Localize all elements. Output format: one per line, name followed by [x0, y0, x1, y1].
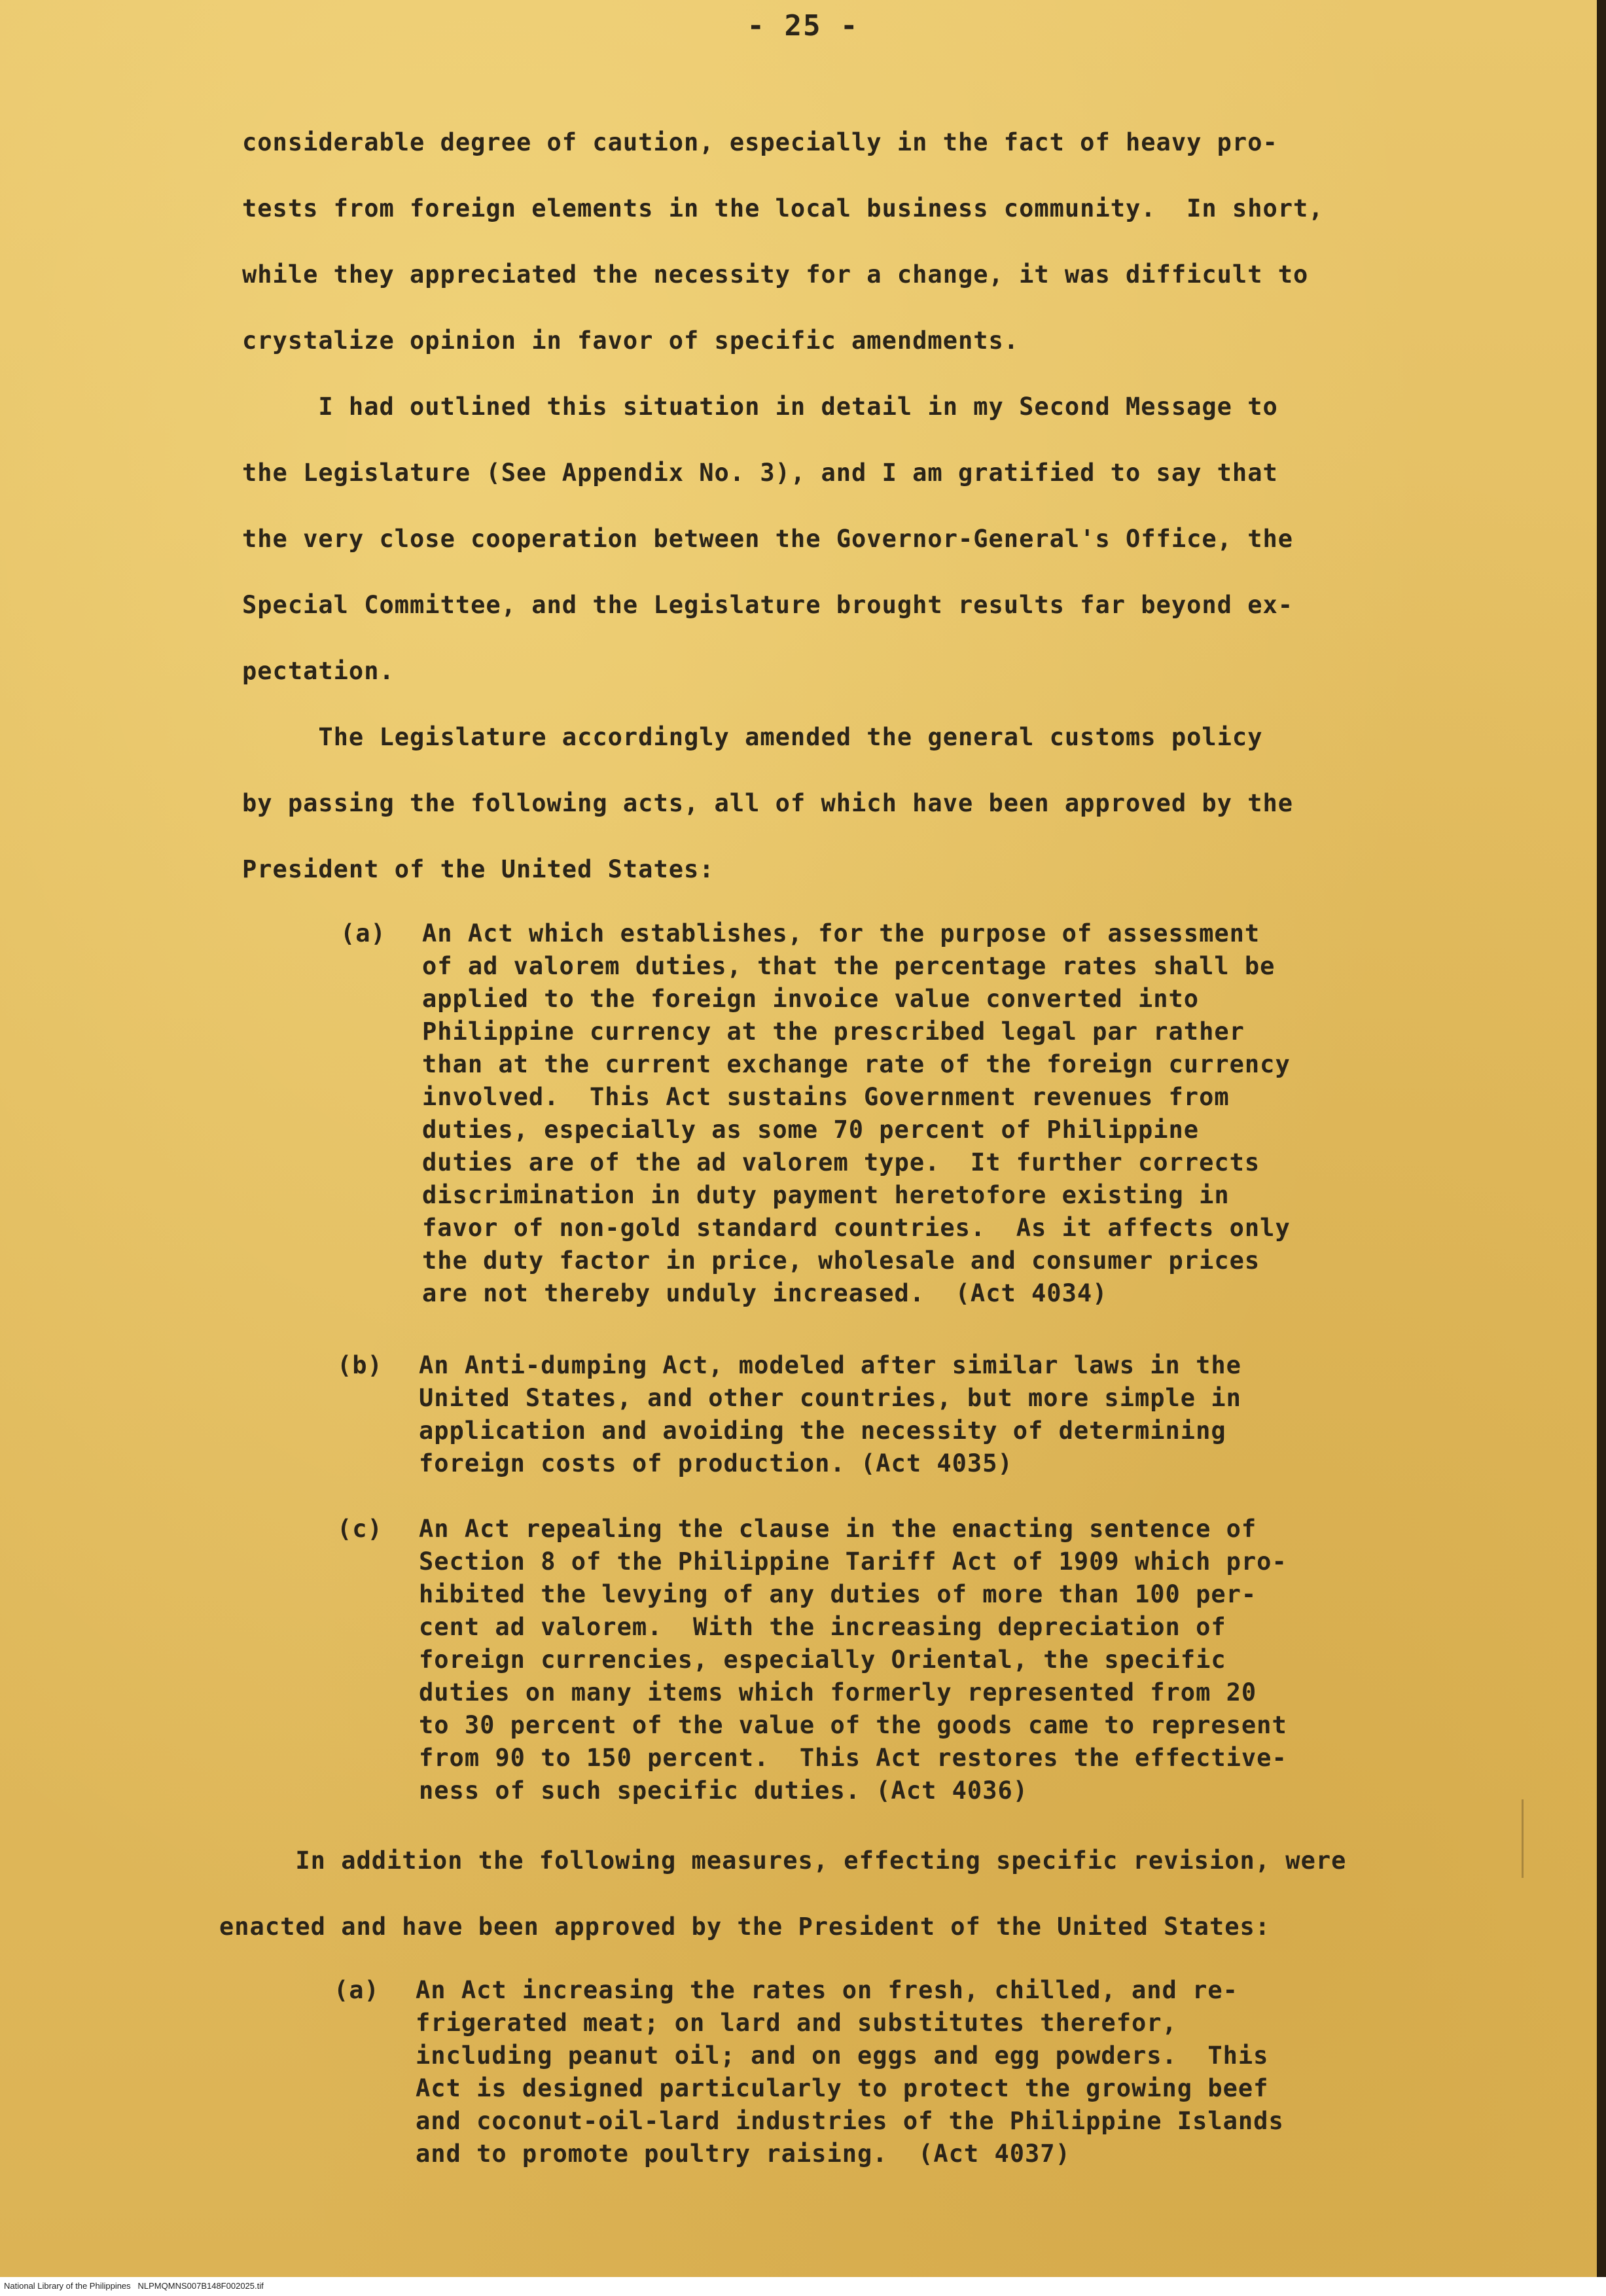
item-line: An Act which establishes, for the purpose of assessment — [422, 919, 1260, 947]
item-line: involved. This Act sustains Government revenues from — [422, 1083, 1230, 1111]
paragraph-2 — [242, 393, 1433, 685]
item-label: (c) — [337, 1515, 383, 1543]
margin-pencil-mark — [1522, 1799, 1524, 1878]
item-line: Philippine currency at the prescribed legal par rather — [422, 1017, 1245, 1046]
text-line: while they appreciated the necessity for a change, it was difficult to — [242, 260, 1309, 289]
item-line: duties, especially as some 70 percent of Philippine — [422, 1116, 1200, 1144]
item-line: from 90 to 150 percent. This Act restores the effective- — [419, 1744, 1287, 1772]
item-line: including peanut oil; and on eggs and egg powders. This — [416, 2041, 1269, 2070]
item-line: favor of non-gold standard countries. As it affects only — [422, 1214, 1291, 1242]
text-line: the very close cooperation between the Governor-General's Office, the — [242, 525, 1294, 553]
paragraph-3 — [242, 723, 1433, 883]
item-line: the duty factor in price, wholesale and consumer prices — [422, 1246, 1260, 1275]
text-line: President of the United States: — [242, 855, 715, 883]
text-line: pectation. — [242, 657, 395, 685]
item-line: ness of such specific duties. (Act 4036) — [419, 1776, 1029, 1805]
item-line: hibited the levying of any duties of more than 100 per- — [419, 1580, 1257, 1608]
act-item-b — [337, 1351, 1450, 1489]
item-line: duties are of the ad valorem type. It further corrects — [422, 1148, 1260, 1176]
text-line: Special Committee, and the Legislature brought results far beyond ex- — [242, 591, 1294, 619]
item-label: (b) — [337, 1351, 383, 1379]
item-line: frigerated meat; on lard and substitutes therefor, — [416, 2009, 1177, 2037]
item-line: discrimination in duty payment heretofore existing in — [422, 1181, 1230, 1209]
item-line: Act is designed particularly to protect the growing beef — [416, 2074, 1269, 2102]
text-line: by passing the following acts, all of which have been approved by the — [242, 789, 1294, 817]
item-line: are not thereby unduly increased. (Act 4034) — [422, 1279, 1108, 1307]
text-line: The Legislature accordingly amended the general customs policy — [242, 723, 1263, 751]
archive-footer — [4, 2281, 264, 2291]
paragraph-1 — [242, 128, 1433, 355]
text-line: the Legislature (See Appendix No. 3), and I am gratified to say that — [242, 459, 1278, 487]
item-line: An Anti-dumping Act, modeled after similar laws in the — [419, 1351, 1241, 1379]
item-label: (a) — [334, 1976, 380, 2004]
act-item-2a — [334, 1976, 1446, 2185]
item-line: cent ad valorem. With the increasing depreciation of — [419, 1613, 1226, 1641]
item-line: duties on many items which formerly represented from 20 — [419, 1678, 1257, 1706]
item-line: and coconut-oil-lard industries of the Philippine Islands — [416, 2107, 1284, 2135]
item-line: An Act increasing the rates on fresh, chilled, and re- — [416, 1976, 1238, 2004]
paragraph-4 — [219, 1846, 1495, 1959]
footer-source: National Library of the Philippines — [4, 2281, 131, 2291]
text-line: enacted and have been approved by the President of the United States: — [219, 1913, 1271, 1941]
footer-file-id: NLPMQMNS007B148F002025.tif — [137, 2281, 264, 2291]
item-line: applied to the foreign invoice value converted into — [422, 985, 1200, 1013]
item-line: application and avoiding the necessity of determining — [419, 1417, 1226, 1445]
text-line: In addition the following measures, effecting specific revision, were — [219, 1846, 1347, 1875]
item-line: foreign currencies, especially Oriental, the specific — [419, 1646, 1226, 1674]
act-item-a — [340, 919, 1453, 1325]
item-line: and to promote poultry raising. (Act 4037) — [416, 2140, 1071, 2168]
text-line: considerable degree of caution, especially in the fact of heavy pro- — [242, 128, 1278, 156]
item-label: (a) — [340, 919, 386, 947]
item-line: to 30 percent of the value of the goods came to represent — [419, 1711, 1287, 1739]
text-line: tests from foreign elements in the local business community. In short, — [242, 194, 1324, 222]
page-number: - 25 - — [747, 9, 859, 43]
item-line: foreign costs of production. (Act 4035) — [419, 1449, 1013, 1477]
text-line: crystalize opinion in favor of specific amendments. — [242, 327, 1020, 355]
item-line: An Act repealing the clause in the enacting sentence of — [419, 1515, 1257, 1543]
item-line: of ad valorem duties, that the percentage rates shall be — [422, 952, 1276, 980]
item-line: Section 8 of the Philippine Tariff Act of 1909 which pro- — [419, 1547, 1287, 1576]
item-line: than at the current exchange rate of the foreign currency — [422, 1050, 1291, 1078]
item-line: United States, and other countries, but more simple in — [419, 1384, 1241, 1412]
act-item-c — [337, 1515, 1482, 1822]
text-line: I had outlined this situation in detail in my Second Message to — [242, 393, 1278, 421]
